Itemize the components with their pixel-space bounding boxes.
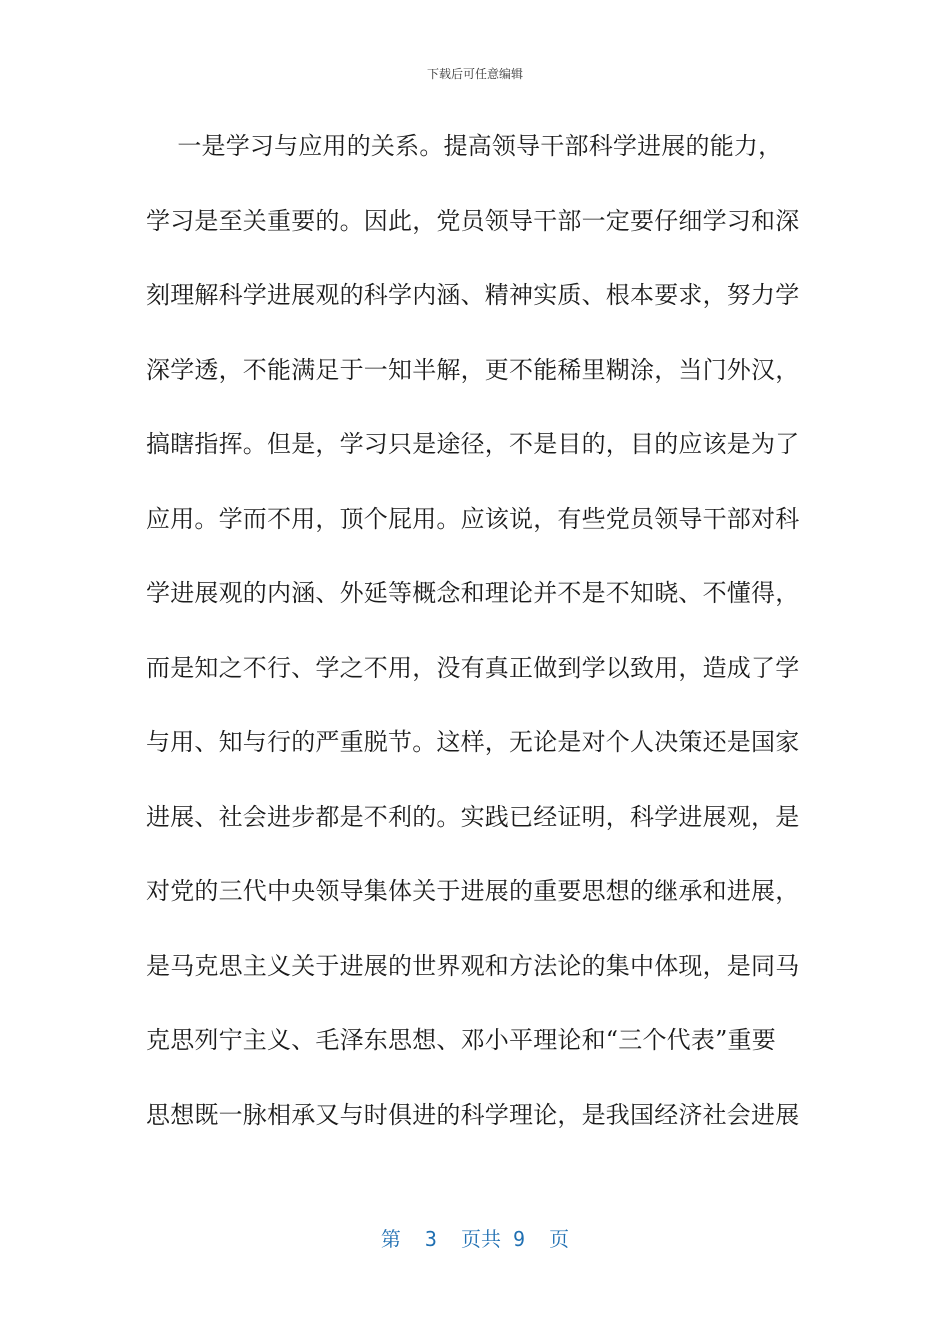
body-line: 深学透，不能满足于一知半解，更不能稀里糊涂，当门外汉， bbox=[146, 355, 800, 384]
page-number-footer: 第 3 页共 9 页 bbox=[380, 1227, 570, 1251]
body-line: 进展、社会进步都是不利的。实践已经证明，科学进展观，是 bbox=[146, 802, 800, 831]
document-body bbox=[146, 128, 800, 1171]
body-line: 对党的三代中央领导集体关于进展的重要思想的继承和进展， bbox=[146, 877, 800, 905]
body-line: 应用。学而不用，顶个屁用。应该说，有些党员领导干部对科 bbox=[146, 504, 800, 533]
body-line: 搞瞎指挥。但是，学习只是途径，不是目的，目的应该是为了 bbox=[146, 430, 800, 458]
body-line: 克思列宁主义、毛泽东思想、邓小平理论和“三个代表”重要 bbox=[146, 1026, 776, 1054]
document-header-note: 下载后可任意编辑 bbox=[426, 67, 523, 81]
body-line: 刻理解科学进展观的科学内涵、精神实质、根本要求，努力学 bbox=[146, 281, 800, 309]
body-line: 学进展观的内涵、外延等概念和理论并不是不知晓、不懂得， bbox=[146, 579, 800, 607]
body-line: 与用、知与行的严重脱节。这样，无论是对个人决策还是国家 bbox=[146, 728, 800, 756]
body-line: 而是知之不行、学之不用，没有真正做到学以致用，造成了学 bbox=[146, 653, 800, 682]
body-line: 是马克思主义关于进展的世界观和方法论的集中体现，是同马 bbox=[146, 951, 800, 980]
body-line: 思想既一脉相承又与时俱进的科学理论，是我国经济社会进展 bbox=[146, 1100, 800, 1129]
body-line: 一是学习与应用的关系。提高领导干部科学进展的能力， bbox=[146, 132, 783, 160]
body-line: 学习是至关重要的。因此，党员领导干部一定要仔细学习和深 bbox=[146, 206, 800, 235]
